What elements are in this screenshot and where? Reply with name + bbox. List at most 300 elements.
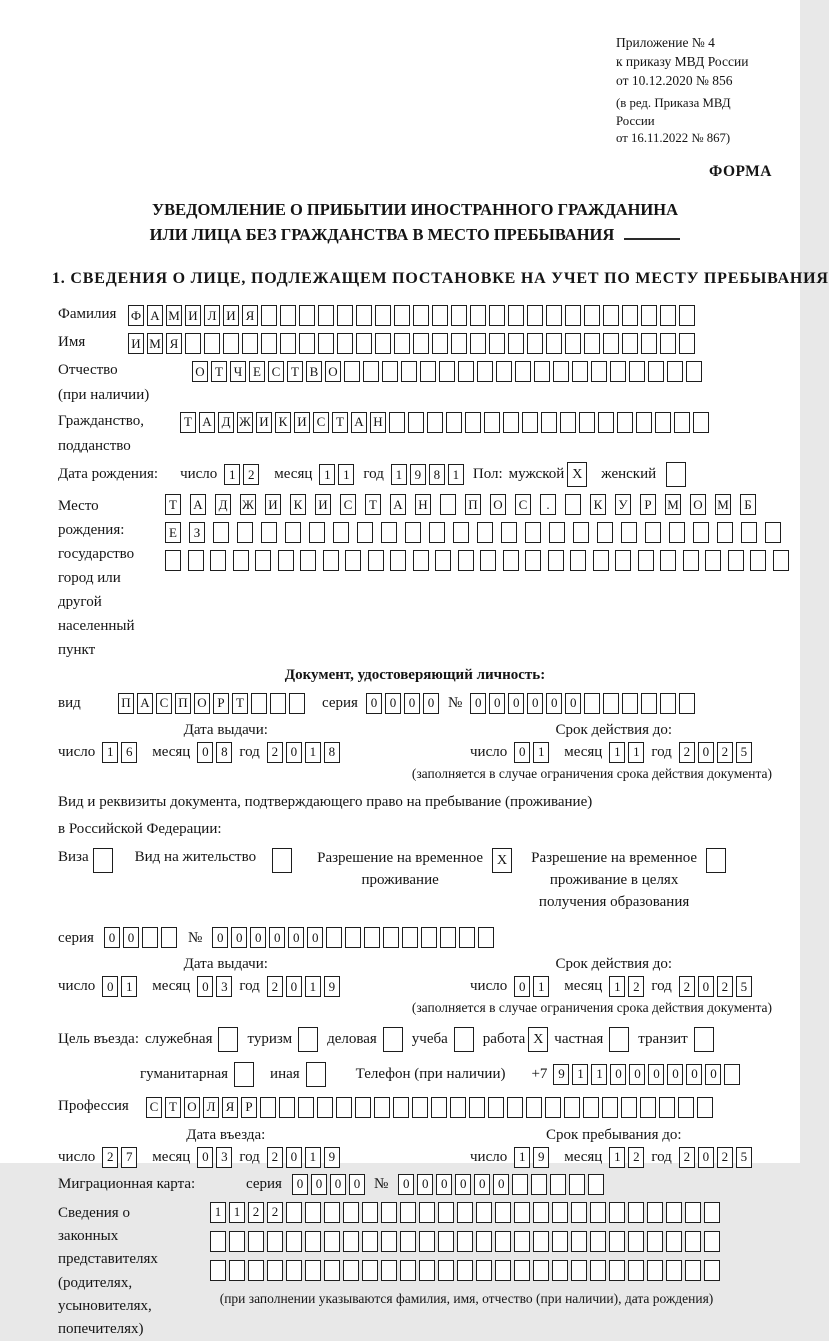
char-cell[interactable] [375,333,391,354]
char-cell[interactable]: И [185,305,201,326]
char-cell[interactable]: 0 [610,1064,626,1085]
char-cell[interactable]: Т [165,1097,181,1118]
char-cell[interactable] [773,550,789,571]
char-cell[interactable]: А [147,305,163,326]
char-cell[interactable]: 2 [628,976,644,997]
char-cell[interactable] [531,1174,547,1195]
char-cell[interactable]: 2 [267,1147,283,1168]
char-cell[interactable]: Я [166,333,182,354]
char-cell[interactable]: Я [222,1097,238,1118]
char-cell[interactable]: Ф [128,305,144,326]
char-cell[interactable] [356,305,372,326]
char-cell[interactable] [438,1202,454,1223]
char-cell[interactable] [394,333,410,354]
char-cell[interactable]: 9 [410,464,426,485]
char-cell[interactable] [533,1260,549,1281]
char-cell[interactable]: Ч [230,361,246,382]
char-cell[interactable] [512,1174,528,1195]
char-cell[interactable] [278,550,294,571]
char-cell[interactable]: Л [203,1097,219,1118]
char-cell[interactable]: З [189,522,205,543]
char-cell[interactable]: 2 [717,1147,733,1168]
char-cell[interactable]: Ж [240,494,256,515]
char-cell[interactable] [476,1202,492,1223]
char-cell[interactable]: Д [218,412,234,433]
char-cell[interactable] [622,305,638,326]
char-cell[interactable] [337,305,353,326]
char-cell[interactable] [289,693,305,714]
char-cell[interactable]: Т [211,361,227,382]
char-cell[interactable]: А [351,412,367,433]
char-cell[interactable]: М [147,333,163,354]
purpose-other-checkbox[interactable] [306,1062,326,1087]
purpose-commercial-checkbox[interactable] [383,1027,403,1052]
char-cell[interactable]: 9 [324,1147,340,1168]
char-cell[interactable] [405,522,421,543]
char-cell[interactable] [299,333,315,354]
purpose-business-checkbox[interactable] [218,1027,238,1052]
char-cell[interactable]: . [540,494,556,515]
char-cell[interactable] [697,1097,713,1118]
char-cell[interactable]: 1 [319,464,335,485]
char-cell[interactable] [362,1231,378,1252]
char-cell[interactable] [717,522,733,543]
char-cell[interactable]: 6 [121,742,137,763]
sex-male-checkbox[interactable]: X [567,462,587,487]
char-cell[interactable] [588,1174,604,1195]
temp-residence-edu-checkbox[interactable] [706,848,726,873]
char-cell[interactable] [622,693,638,714]
char-cell[interactable]: С [268,361,284,382]
char-cell[interactable]: 0 [385,693,401,714]
char-cell[interactable] [501,522,517,543]
char-cell[interactable]: 1 [305,1147,321,1168]
char-cell[interactable] [546,333,562,354]
char-cell[interactable]: С [340,494,356,515]
char-cell[interactable] [647,1202,663,1223]
char-cell[interactable] [495,1260,511,1281]
char-cell[interactable] [438,1231,454,1252]
char-cell[interactable] [609,1260,625,1281]
char-cell[interactable] [233,550,249,571]
char-cell[interactable] [660,693,676,714]
char-cell[interactable]: 8 [324,742,340,763]
char-cell[interactable] [458,361,474,382]
char-cell[interactable] [432,333,448,354]
char-cell[interactable] [598,412,614,433]
char-cell[interactable] [400,1202,416,1223]
char-cell[interactable] [451,333,467,354]
char-cell[interactable] [270,693,286,714]
char-cell[interactable]: 2 [628,1147,644,1168]
char-cell[interactable] [660,550,676,571]
char-cell[interactable]: 0 [698,742,714,763]
char-cell[interactable]: 8 [216,742,232,763]
char-cell[interactable] [429,522,445,543]
char-cell[interactable]: 0 [286,976,302,997]
char-cell[interactable]: 2 [248,1202,264,1223]
char-cell[interactable] [724,1064,740,1085]
char-cell[interactable] [484,412,500,433]
char-cell[interactable]: 0 [288,927,304,948]
char-cell[interactable] [438,1260,454,1281]
char-cell[interactable] [285,522,301,543]
char-cell[interactable] [242,333,258,354]
char-cell[interactable] [368,550,384,571]
char-cell[interactable]: У [615,494,631,515]
char-cell[interactable] [647,1231,663,1252]
char-cell[interactable] [617,412,633,433]
char-cell[interactable]: 0 [423,693,439,714]
char-cell[interactable] [229,1231,245,1252]
char-cell[interactable] [549,522,565,543]
char-cell[interactable]: 0 [286,1147,302,1168]
char-cell[interactable] [590,1231,606,1252]
char-cell[interactable] [427,412,443,433]
char-cell[interactable] [305,1231,321,1252]
char-cell[interactable] [683,550,699,571]
char-cell[interactable] [478,927,494,948]
char-cell[interactable] [413,305,429,326]
char-cell[interactable] [300,550,316,571]
char-cell[interactable] [597,522,613,543]
char-cell[interactable] [299,305,315,326]
char-cell[interactable]: 1 [609,742,625,763]
char-cell[interactable]: С [146,1097,162,1118]
char-cell[interactable] [638,550,654,571]
char-cell[interactable] [435,550,451,571]
char-cell[interactable] [508,305,524,326]
char-cell[interactable]: Н [370,412,386,433]
char-cell[interactable] [476,1260,492,1281]
char-cell[interactable] [469,1097,485,1118]
char-cell[interactable] [237,522,253,543]
char-cell[interactable] [507,1097,523,1118]
char-cell[interactable]: 0 [686,1064,702,1085]
char-cell[interactable]: И [294,412,310,433]
char-cell[interactable] [728,550,744,571]
char-cell[interactable] [465,412,481,433]
char-cell[interactable]: 0 [455,1174,471,1195]
char-cell[interactable] [381,522,397,543]
char-cell[interactable] [527,333,543,354]
char-cell[interactable] [457,1231,473,1252]
char-cell[interactable]: 9 [533,1147,549,1168]
char-cell[interactable]: 0 [311,1174,327,1195]
char-cell[interactable] [609,1202,625,1223]
char-cell[interactable] [261,305,277,326]
char-cell[interactable]: 2 [102,1147,118,1168]
char-cell[interactable]: М [715,494,731,515]
char-cell[interactable] [686,361,702,382]
char-cell[interactable] [419,1231,435,1252]
char-cell[interactable] [741,522,757,543]
char-cell[interactable] [552,1260,568,1281]
char-cell[interactable] [503,550,519,571]
char-cell[interactable] [280,333,296,354]
char-cell[interactable]: 0 [307,927,323,948]
char-cell[interactable] [267,1260,283,1281]
char-cell[interactable]: О [184,1097,200,1118]
char-cell[interactable]: Я [242,305,258,326]
char-cell[interactable]: 0 [404,693,420,714]
char-cell[interactable]: 0 [197,1147,213,1168]
char-cell[interactable] [609,1231,625,1252]
char-cell[interactable] [223,333,239,354]
char-cell[interactable] [286,1260,302,1281]
char-cell[interactable] [565,333,581,354]
char-cell[interactable] [533,1231,549,1252]
char-cell[interactable] [305,1260,321,1281]
char-cell[interactable]: 0 [197,976,213,997]
char-cell[interactable]: 0 [546,693,562,714]
char-cell[interactable]: 1 [305,742,321,763]
char-cell[interactable] [750,550,766,571]
char-cell[interactable]: О [194,693,210,714]
char-cell[interactable]: 5 [736,742,752,763]
char-cell[interactable] [603,693,619,714]
char-cell[interactable]: 1 [391,464,407,485]
char-cell[interactable] [628,1231,644,1252]
char-cell[interactable] [659,1097,675,1118]
char-cell[interactable]: Р [241,1097,257,1118]
char-cell[interactable]: Ж [237,412,253,433]
char-cell[interactable]: 2 [267,742,283,763]
char-cell[interactable]: Л [204,305,220,326]
char-cell[interactable] [450,1097,466,1118]
char-cell[interactable]: Е [249,361,265,382]
char-cell[interactable]: 0 [366,693,382,714]
char-cell[interactable]: 0 [514,742,530,763]
purpose-work-checkbox[interactable]: X [528,1027,548,1052]
char-cell[interactable] [560,412,576,433]
char-cell[interactable]: Р [213,693,229,714]
char-cell[interactable] [420,361,436,382]
char-cell[interactable] [641,333,657,354]
char-cell[interactable]: И [223,305,239,326]
char-cell[interactable]: 0 [527,693,543,714]
char-cell[interactable]: 0 [698,976,714,997]
char-cell[interactable]: 0 [292,1174,308,1195]
char-cell[interactable] [298,1097,314,1118]
char-cell[interactable] [408,412,424,433]
char-cell[interactable] [393,1097,409,1118]
char-cell[interactable] [546,305,562,326]
char-cell[interactable]: Н [415,494,431,515]
char-cell[interactable] [522,412,538,433]
char-cell[interactable] [584,693,600,714]
char-cell[interactable] [440,494,456,515]
char-cell[interactable]: К [290,494,306,515]
char-cell[interactable] [357,522,373,543]
char-cell[interactable]: 3 [216,1147,232,1168]
char-cell[interactable] [685,1260,701,1281]
char-cell[interactable]: П [465,494,481,515]
char-cell[interactable]: 2 [717,742,733,763]
char-cell[interactable] [584,333,600,354]
visa-checkbox[interactable] [93,848,113,873]
char-cell[interactable]: 0 [648,1064,664,1085]
char-cell[interactable]: В [306,361,322,382]
char-cell[interactable] [693,522,709,543]
char-cell[interactable] [362,1260,378,1281]
char-cell[interactable] [343,1260,359,1281]
char-cell[interactable]: 1 [609,1147,625,1168]
char-cell[interactable] [402,927,418,948]
char-cell[interactable]: 1 [628,742,644,763]
char-cell[interactable] [251,693,267,714]
char-cell[interactable] [362,1202,378,1223]
char-cell[interactable] [679,305,695,326]
char-cell[interactable] [381,1202,397,1223]
char-cell[interactable] [704,1202,720,1223]
char-cell[interactable] [674,412,690,433]
char-cell[interactable] [629,361,645,382]
char-cell[interactable]: 1 [121,976,137,997]
char-cell[interactable]: 2 [267,976,283,997]
char-cell[interactable]: П [118,693,134,714]
char-cell[interactable] [693,412,709,433]
char-cell[interactable] [318,305,334,326]
residence-permit-checkbox[interactable] [272,848,292,873]
char-cell[interactable] [525,550,541,571]
char-cell[interactable]: О [192,361,208,382]
char-cell[interactable]: 0 [349,1174,365,1195]
char-cell[interactable] [364,927,380,948]
char-cell[interactable] [381,1231,397,1252]
char-cell[interactable] [413,550,429,571]
char-cell[interactable] [305,1202,321,1223]
char-cell[interactable] [400,1260,416,1281]
char-cell[interactable]: А [199,412,215,433]
char-cell[interactable]: О [325,361,341,382]
char-cell[interactable] [421,927,437,948]
char-cell[interactable] [489,333,505,354]
char-cell[interactable]: 0 [269,927,285,948]
char-cell[interactable] [382,361,398,382]
char-cell[interactable] [210,550,226,571]
char-cell[interactable] [640,1097,656,1118]
char-cell[interactable] [590,1202,606,1223]
char-cell[interactable]: 5 [736,976,752,997]
char-cell[interactable]: 1 [514,1147,530,1168]
char-cell[interactable] [552,1231,568,1252]
char-cell[interactable] [647,1260,663,1281]
char-cell[interactable]: 0 [197,742,213,763]
char-cell[interactable] [591,361,607,382]
char-cell[interactable]: 5 [736,1147,752,1168]
char-cell[interactable] [669,522,685,543]
char-cell[interactable] [389,412,405,433]
char-cell[interactable]: 0 [474,1174,490,1195]
char-cell[interactable] [413,333,429,354]
char-cell[interactable] [394,305,410,326]
char-cell[interactable] [489,305,505,326]
char-cell[interactable]: 0 [436,1174,452,1195]
char-cell[interactable]: 1 [210,1202,226,1223]
char-cell[interactable] [553,361,569,382]
char-cell[interactable] [660,333,676,354]
char-cell[interactable] [142,927,158,948]
char-cell[interactable] [666,1202,682,1223]
char-cell[interactable] [336,1097,352,1118]
char-cell[interactable]: А [390,494,406,515]
purpose-private-checkbox[interactable] [609,1027,629,1052]
char-cell[interactable] [615,550,631,571]
char-cell[interactable] [267,1231,283,1252]
char-cell[interactable]: И [315,494,331,515]
char-cell[interactable] [210,1231,226,1252]
char-cell[interactable] [603,333,619,354]
char-cell[interactable]: 9 [553,1064,569,1085]
char-cell[interactable]: Т [232,693,248,714]
char-cell[interactable] [390,550,406,571]
purpose-study-checkbox[interactable] [454,1027,474,1052]
char-cell[interactable]: 1 [533,742,549,763]
char-cell[interactable]: 2 [267,1202,283,1223]
char-cell[interactable] [188,550,204,571]
char-cell[interactable] [355,1097,371,1118]
char-cell[interactable] [459,927,475,948]
char-cell[interactable] [526,1097,542,1118]
char-cell[interactable] [419,1260,435,1281]
char-cell[interactable] [451,305,467,326]
char-cell[interactable] [641,693,657,714]
char-cell[interactable] [667,361,683,382]
char-cell[interactable] [508,333,524,354]
char-cell[interactable]: 1 [533,976,549,997]
char-cell[interactable] [457,1260,473,1281]
char-cell[interactable] [480,550,496,571]
char-cell[interactable] [527,305,543,326]
char-cell[interactable] [648,361,664,382]
char-cell[interactable] [685,1202,701,1223]
char-cell[interactable] [356,333,372,354]
char-cell[interactable]: 0 [212,927,228,948]
char-cell[interactable] [213,522,229,543]
char-cell[interactable] [534,361,550,382]
char-cell[interactable] [261,333,277,354]
char-cell[interactable]: Д [215,494,231,515]
char-cell[interactable] [496,361,512,382]
char-cell[interactable] [431,1097,447,1118]
char-cell[interactable]: Т [365,494,381,515]
char-cell[interactable] [548,550,564,571]
char-cell[interactable] [704,1260,720,1281]
char-cell[interactable] [503,412,519,433]
char-cell[interactable]: 2 [243,464,259,485]
char-cell[interactable] [280,305,296,326]
char-cell[interactable] [550,1174,566,1195]
char-cell[interactable] [229,1260,245,1281]
char-cell[interactable]: 3 [216,976,232,997]
char-cell[interactable] [440,927,456,948]
char-cell[interactable] [432,305,448,326]
char-cell[interactable] [545,1097,561,1118]
char-cell[interactable]: 0 [489,693,505,714]
char-cell[interactable] [286,1202,302,1223]
char-cell[interactable] [363,361,379,382]
char-cell[interactable] [565,494,581,515]
char-cell[interactable]: 7 [121,1147,137,1168]
char-cell[interactable]: 1 [572,1064,588,1085]
char-cell[interactable] [446,412,462,433]
char-cell[interactable] [343,1231,359,1252]
char-cell[interactable]: 2 [679,976,695,997]
char-cell[interactable] [655,412,671,433]
char-cell[interactable] [571,1231,587,1252]
char-cell[interactable]: Т [287,361,303,382]
